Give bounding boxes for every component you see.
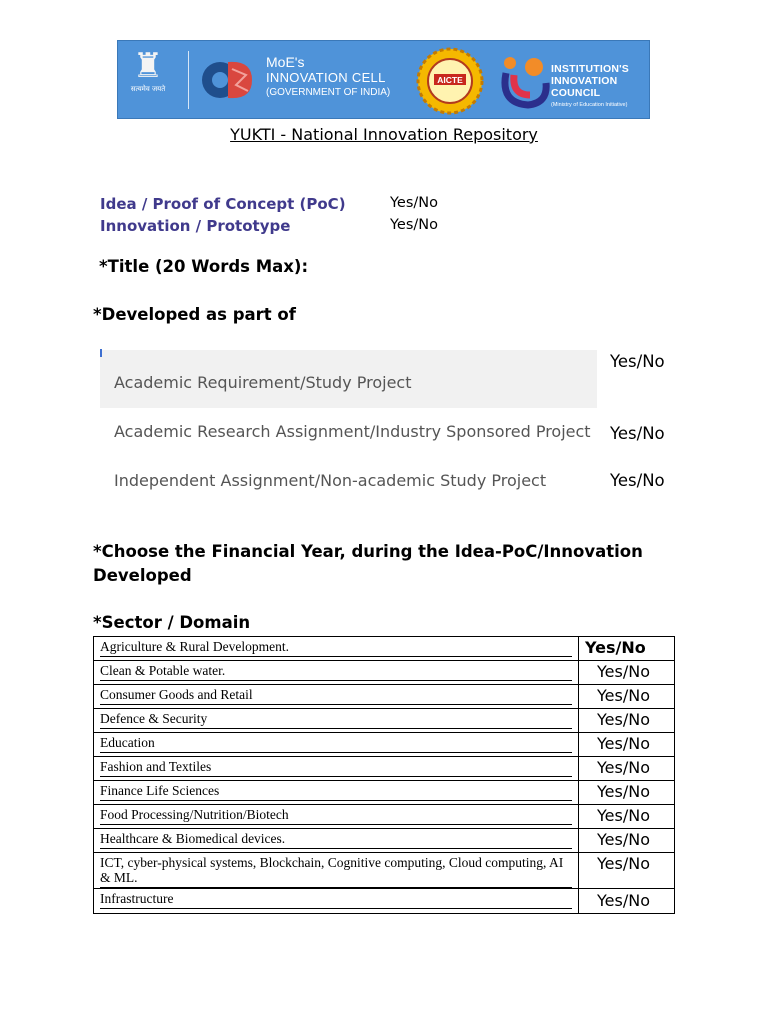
type-value-innovation[interactable]: Yes/No (390, 217, 439, 233)
sector-name: Healthcare & Biomedical devices. (100, 830, 572, 849)
table-row (94, 733, 675, 757)
table-row (94, 685, 675, 709)
sector-value[interactable]: Yes/No (579, 853, 675, 889)
sector-name: Defence & Security (100, 710, 572, 729)
aicte-label: AICTE (437, 75, 463, 85)
sector-name: ICT, cyber-physical systems, Blockchain, Cognitive computing, Cloud computing, AI & ML. (100, 854, 572, 888)
banner-divider (188, 51, 189, 109)
option-academic-requirement[interactable]: Academic Requirement/Study Project (114, 373, 412, 392)
sector-name: Fashion and Textiles (100, 758, 572, 777)
table-row (94, 829, 675, 853)
moe-innovation-cell-text: MoE's INNOVATION CELL (GOVERNMENT OF INDIA) (266, 54, 391, 98)
table-row (94, 709, 675, 733)
aicte-logo-icon (416, 47, 484, 115)
sector-name: Clean & Potable water. (100, 662, 572, 681)
option-academic-research[interactable]: Academic Research Assignment/Industry Sponsored Project (114, 422, 591, 441)
table-row (94, 781, 675, 805)
sector-value[interactable]: Yes/No (579, 805, 675, 829)
sector-value[interactable]: Yes/No (579, 757, 675, 781)
sector-value[interactable]: Yes/No (579, 781, 675, 805)
type-value-idea[interactable]: Yes/No (390, 195, 439, 211)
cursor-mark (100, 349, 102, 357)
emblem-icon: ♜ (132, 46, 164, 86)
table-row (94, 853, 675, 889)
option-academic-research-value[interactable]: Yes/No (610, 424, 665, 443)
option-independent-assignment-value[interactable]: Yes/No (610, 471, 665, 490)
table-row (94, 889, 675, 914)
sector-name: Infrastructure (100, 890, 572, 909)
emblem-caption: सत्यमेव जयते (130, 85, 166, 93)
sector-name: Consumer Goods and Retail (100, 686, 572, 705)
type-label-innovation: Innovation / Prototype (100, 217, 291, 235)
sector-value[interactable]: Yes/No (579, 829, 675, 853)
sector-name: Food Processing/Nutrition/Biotech (100, 806, 572, 825)
sector-name: Agriculture & Rural Development. (100, 638, 572, 657)
sector-value[interactable]: Yes/No (579, 709, 675, 733)
sector-value[interactable]: Yes/No (579, 889, 675, 914)
sector-value[interactable]: Yes/No (579, 661, 675, 685)
sector-table (93, 636, 675, 914)
national-emblem-logo (126, 47, 170, 113)
sector-value[interactable]: Yes/No (579, 685, 675, 709)
option-independent-assignment[interactable]: Independent Assignment/Non-academic Study Project (114, 471, 547, 490)
innovation-cell-brain-icon (200, 55, 256, 105)
sector-name: Education (100, 734, 572, 753)
developed-heading: *Developed as part of (93, 305, 296, 324)
table-row (94, 637, 675, 661)
title-field-label: *Title (20 Words Max): (99, 257, 309, 276)
financial-year-heading-line2: Developed (93, 566, 192, 585)
type-label-idea: Idea / Proof of Concept (PoC) (100, 195, 346, 213)
iic-text: INSTITUTION'S INNOVATION COUNCIL (Ministry of Education Initiative) (551, 63, 630, 108)
header-banner (117, 40, 650, 119)
table-row (94, 757, 675, 781)
page-title: YUKTI - National Innovation Repository (230, 125, 538, 144)
sector-value[interactable]: Yes/No (579, 637, 675, 661)
table-row (94, 661, 675, 685)
iic-logo-icon (498, 53, 550, 109)
table-row (94, 805, 675, 829)
sector-name: Finance Life Sciences (100, 782, 572, 801)
sector-value[interactable]: Yes/No (579, 733, 675, 757)
option-academic-requirement-value[interactable]: Yes/No (610, 352, 665, 371)
sector-heading: *Sector / Domain (93, 613, 251, 632)
financial-year-heading-line1: *Choose the Financial Year, during the Idea-PoC/Innovation (93, 542, 643, 561)
